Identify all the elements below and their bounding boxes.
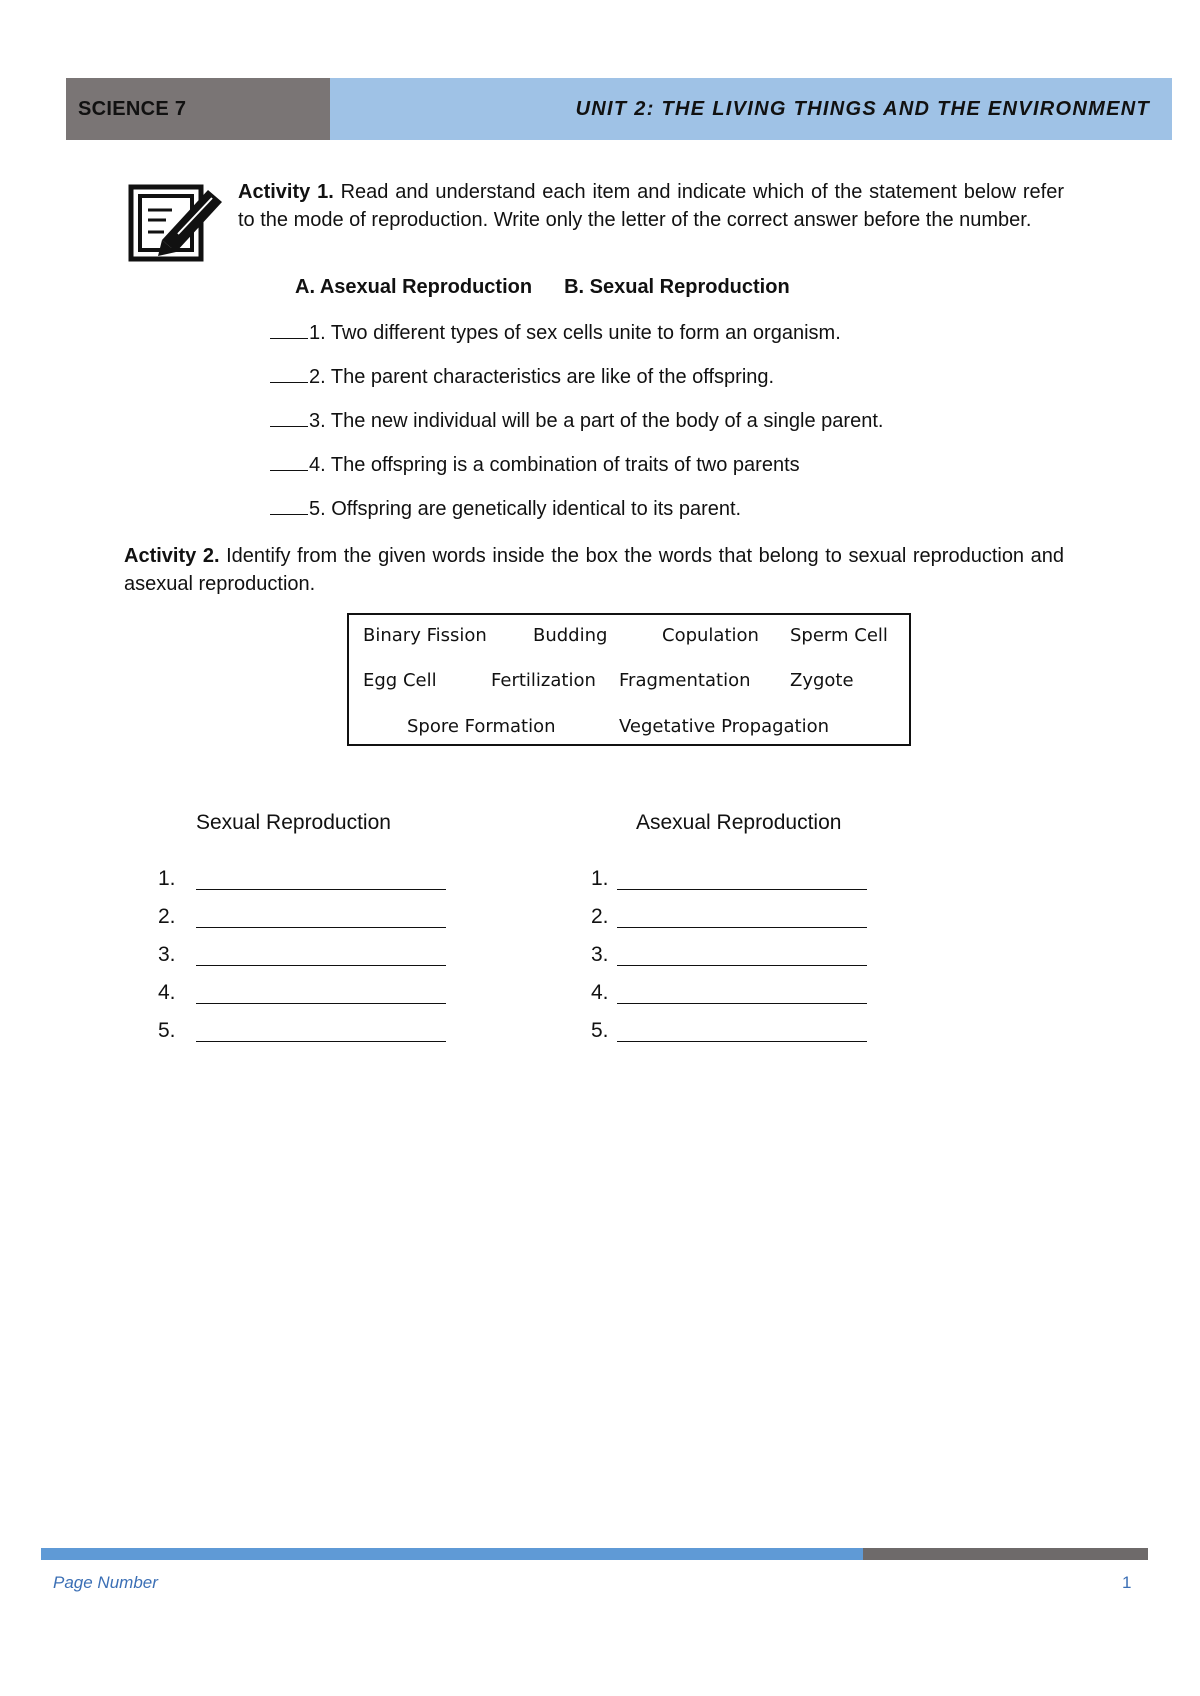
word-bank-box <box>347 613 911 746</box>
asexual-answer-row <box>591 905 623 929</box>
answer-blank[interactable] <box>270 337 308 339</box>
answer-number: 5. <box>591 1019 609 1042</box>
answer-number: 4. <box>158 981 176 1004</box>
sexual-answer-row <box>158 943 190 967</box>
answer-number: 3. <box>158 943 176 966</box>
answer-blank[interactable] <box>270 513 308 515</box>
footer-page-number: 1 <box>1122 1573 1132 1592</box>
answer-line[interactable] <box>617 965 867 966</box>
activity2-instructions <box>124 542 1064 598</box>
sexual-column-title: Sexual Reproduction <box>196 811 391 834</box>
answer-blank[interactable] <box>270 425 308 427</box>
word-bank-item: Copulation <box>662 625 759 646</box>
answer-line[interactable] <box>196 889 446 890</box>
activity1-item <box>270 498 741 521</box>
item-text: 2. The parent characteristics are like of the offspring. <box>309 366 775 388</box>
item-text: 1. Two different types of sex cells unite to form an organism. <box>309 322 841 344</box>
answer-line[interactable] <box>617 889 867 890</box>
answer-number: 5. <box>158 1019 176 1042</box>
word-bank-item: Egg Cell <box>363 670 437 691</box>
word-bank-item: Sperm Cell <box>790 625 888 646</box>
activity1-item <box>270 410 883 433</box>
answer-number: 1. <box>591 867 609 890</box>
option-b: B. Sexual Reproduction <box>564 276 790 298</box>
activity1-item <box>270 322 841 345</box>
word-bank-item: Zygote <box>790 670 854 691</box>
footer-bar-gray <box>863 1548 1148 1560</box>
header-unit-band <box>330 78 1172 140</box>
word-bank-item: Budding <box>533 625 608 646</box>
activity1-text: Read and understand each item and indicate which of the statement below refer to the mode of reproduction. Write only the letter of the correct answer before the number. <box>238 181 1064 231</box>
answer-line[interactable] <box>617 927 867 928</box>
sexual-answer-row <box>158 981 190 1005</box>
item-text: 3. The new individual will be a part of the body of a single parent. <box>309 410 884 432</box>
activity1-instructions <box>238 178 1064 234</box>
activity2-text: Identify from the given words inside the box the words that belong to sexual reproduction and asexual reproduction. <box>124 545 1064 595</box>
asexual-column-title: Asexual Reproduction <box>636 811 842 834</box>
footer-bar-blue <box>41 1548 863 1560</box>
answer-line[interactable] <box>196 1041 446 1042</box>
sexual-answer-row <box>158 1019 190 1043</box>
asexual-answer-row <box>591 981 623 1005</box>
header-subject-band <box>66 78 330 140</box>
answer-number: 1. <box>158 867 176 890</box>
unit-title: UNIT 2: THE LIVING THINGS AND THE ENVIRONMENT <box>575 97 1150 120</box>
answer-line[interactable] <box>196 1003 446 1004</box>
sexual-answer-row <box>158 867 190 891</box>
asexual-answer-row <box>591 1019 623 1043</box>
option-a: A. Asexual Reproduction <box>295 276 533 298</box>
writing-worksheet-icon <box>128 182 224 262</box>
word-bank-item: Vegetative Propagation <box>619 716 830 737</box>
activity1-item <box>270 454 800 477</box>
subject-title: SCIENCE 7 <box>78 97 187 120</box>
answer-blank[interactable] <box>270 381 308 383</box>
footer-page-label: Page Number <box>53 1573 158 1592</box>
reproduction-options <box>295 276 790 299</box>
answer-number: 2. <box>591 905 609 928</box>
asexual-answer-row <box>591 943 623 967</box>
asexual-answer-row <box>591 867 623 891</box>
answer-line[interactable] <box>617 1041 867 1042</box>
item-text: 4. The offspring is a combination of traits of two parents <box>309 454 800 476</box>
item-text: 5. Offspring are genetically identical to its parent. <box>309 498 742 520</box>
answer-line[interactable] <box>617 1003 867 1004</box>
word-bank-item: Fertilization <box>491 670 596 691</box>
word-bank-item: Spore Formation <box>407 716 556 737</box>
activity2-label: Activity 2. <box>124 545 220 567</box>
activity1-item <box>270 366 774 389</box>
answer-blank[interactable] <box>270 469 308 471</box>
answer-number: 4. <box>591 981 609 1004</box>
activity1-label: Activity 1. <box>238 181 334 203</box>
sexual-answer-row <box>158 905 190 929</box>
word-bank-item: Fragmentation <box>619 670 751 691</box>
answer-number: 2. <box>158 905 176 928</box>
answer-line[interactable] <box>196 927 446 928</box>
word-bank-item: Binary Fission <box>363 625 487 646</box>
answer-number: 3. <box>591 943 609 966</box>
answer-line[interactable] <box>196 965 446 966</box>
